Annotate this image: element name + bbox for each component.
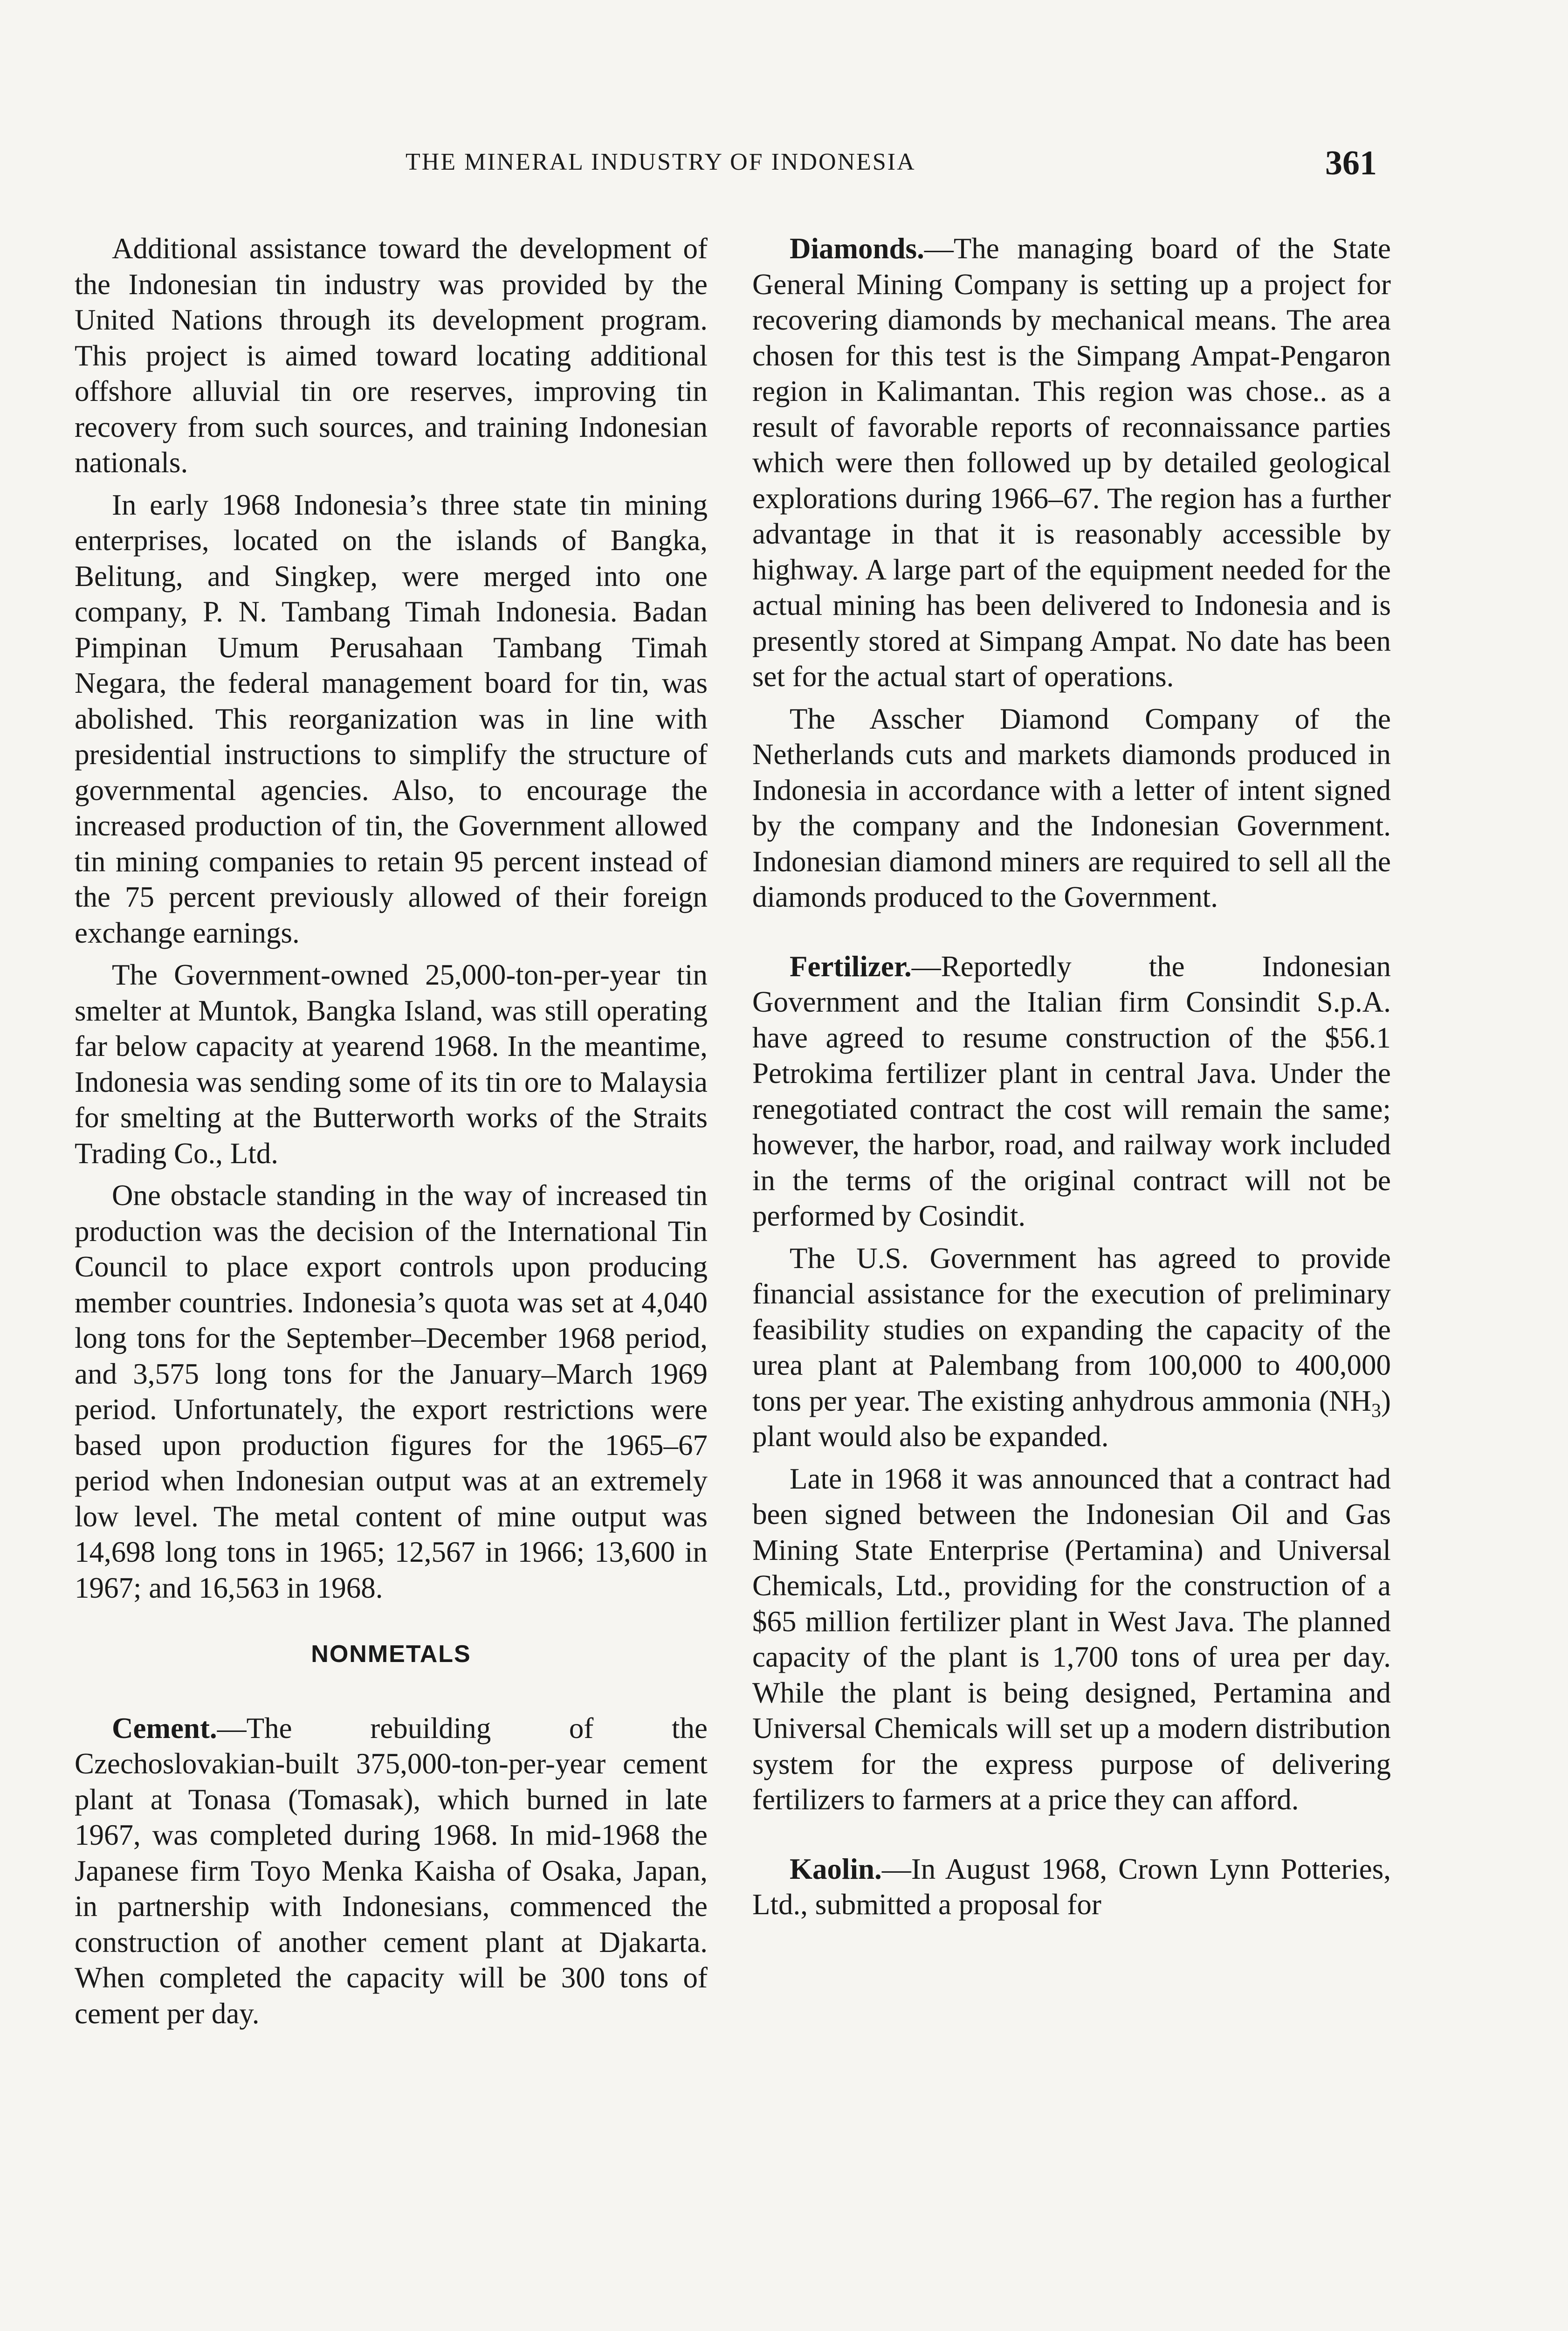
cement-text: —The rebuilding of the Czechoslovakian-built 375,000-ton-per-year cement plant at Tonasa (Tomasak), which burned in late 1967, was completed during 1968. In mid-1968 the Japanese firm Toyo Menka Kaisha of Osaka, Japan, in partnership with Indonesians, commenced the construction of another cement plant at Djakarta. When completed the capacity will be 300 tons of cement per day. [75, 1711, 708, 2030]
kaolin-heading: Kaolin. [790, 1852, 882, 1885]
diamonds-paragraph [752, 231, 1391, 695]
nonmetals-heading: NONMETALS [311, 1641, 471, 1668]
tin-quota-paragraph: One obstacle standing in the way of increased tin production was the decision of the International Tin Council to place export controls upon producing member countries. Indonesia’s quota was set at 4,040 long tons for the September–December 1968 period, and 3,575 long tons for the January–March 1969 period. Unfortunately, the export restrictions were based upon production figures for the 1965–67 period when Indonesian output was at an extremely low level. The metal content of mine output was 14,698 long tons in 1965; 12,567 in 1966; 13,600 in 1967; and 16,563 in 1968. [75, 1179, 708, 1604]
tin-smelter-paragraph: The Government-owned 25,000-ton-per-year tin smelter at Muntok, Bangka Island, was still operating far below capacity at yearend 1968. In the meantime, Indonesia was sending some of its tin ore to Malaysia for smelting at the Butterworth works of the Straits Trading Co., Ltd. [75, 959, 708, 1170]
tin-assistance-paragraph: Additional assistance toward the development of the Indonesian tin industry was provided by the United Nations through its development program. This project is aimed toward locating additional offshore alluvial tin ore reserves, improving tin recovery from such sources, and training Indonesian nationals. [75, 232, 708, 479]
diamonds-text: —The managing board of the State General Mining Company is setting up a project for recovering diamonds by mechanical means. The area chosen for this test is the Simpang Ampat-Pengaron region in Kalimantan. This region was chose.. as a result of favorable reports of reconnaissance parties which were then followed up by detailed geological explorations during 1966–67. The region has a further advantage in that it is reasonably accessible by highway. A large part of the equipment needed for the actual mining has been delivered to Indonesia and is presently stored at Simpang Ampat. No date has been set for the actual start of operations. [752, 232, 1391, 693]
urea-plant-paragraph [752, 1241, 1391, 1455]
kaolin-paragraph [752, 1851, 1391, 1923]
running-head [0, 144, 1568, 186]
fertilizer-text: —Reportedly the Indonesian Government and the Italian firm Consindit S.p.A. have agreed to resume construction of the $56.1 Petrokima fertilizer plant in central Java. Under the renegotiated contract the cost will remain the same; however, the harbor, road, and railway work included in the terms of the original contract will not be performed by Cosindit. [752, 950, 1391, 1232]
nh3-subscript: 3 [1371, 1400, 1382, 1422]
page-number: 361 [1325, 144, 1377, 182]
asscher-paragraph: The Asscher Diamond Company of the Netherlands cuts and markets diamonds produced in Indonesia in accordance with a letter of intent signed by the company and the Indonesian Government. Indonesian diamond miners are required to sell all the diamonds produced to the Government. [752, 702, 1391, 913]
pertamina-paragraph: Late in 1968 it was announced that a contract had been signed between the Indonesian Oil and Gas Mining State Enterprise (Pertamina) and Universal Chemicals, Ltd., providing for the construction of a $65 million fertilizer plant in West Java. The planned capacity of the plant is 1,700 tons of urea per day. While the plant is being designed, Pertamina and Universal Chemicals will set up a modern distribution system for the express purpose of delivering fertilizers to farmers at a price they can afford. [752, 1462, 1391, 1816]
urea-text-before: The U.S. Government has agreed to provide financial assistance for the execution of preliminary feasibility studies on expanding the capacity of the urea plant at Palembang from 100,000 to 400,000 tons per year. The existing anhydrous ammonia (NH [752, 1241, 1391, 1417]
right-column [752, 231, 1391, 1929]
fertilizer-paragraph [752, 949, 1391, 1234]
diamonds-heading: Diamonds. [790, 232, 924, 265]
urea-text-after: ) plant would also be expanded. [752, 1384, 1391, 1453]
left-column [75, 231, 708, 2038]
fertilizer-heading: Fertilizer. [790, 950, 912, 983]
cement-paragraph [75, 1710, 708, 2032]
cement-heading: Cement. [112, 1711, 217, 1745]
kaolin-text: —In August 1968, Crown Lynn Potteries, Ltd., submitted a proposal for [752, 1852, 1391, 1921]
running-title: THE MINERAL INDUSTRY OF INDONESIA [406, 149, 916, 175]
tin-merger-paragraph: In early 1968 Indonesia’s three state tin mining enterprises, located on the islands of Bangka, Belitung, and Singkep, were merged into one company, P. N. Tambang Timah Indonesia. Badan Pimpinan Umum Perusahaan Tambang Timah Negara, the federal management board for tin, was abolished. This reorganization was in line with presidential instructions to simplify the structure of governmental agencies. Also, to encourage the increased production of tin, the Government allowed tin mining companies to retain 95 percent instead of the 75 percent previously allowed of their foreign exchange earnings. [75, 488, 708, 949]
